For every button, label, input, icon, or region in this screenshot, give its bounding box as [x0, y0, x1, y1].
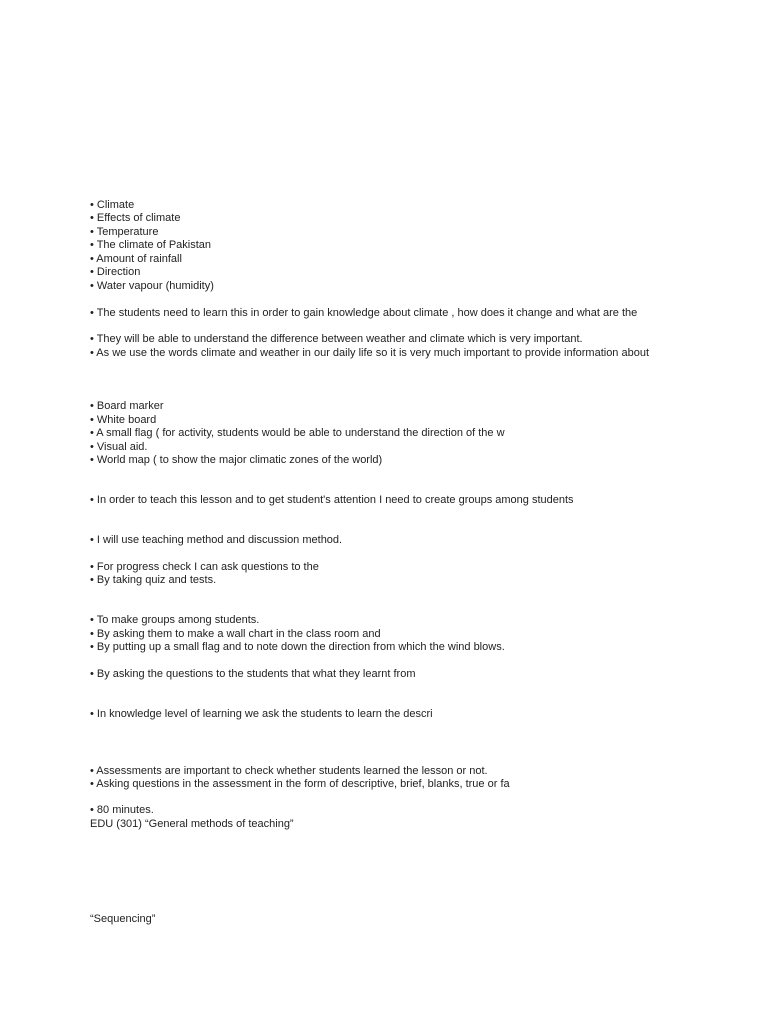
bullet-80-minutes: • 80 minutes. [90, 804, 154, 816]
bullet-assessments-important: • Assessments are important to check whether students learned the lesson or not. [90, 765, 488, 777]
bullet-teaching-method: • I will use teaching method and discussion method. [90, 534, 343, 546]
bullet-understand-difference: • They will be able to understand the difference between weather and climate which is very important. [90, 333, 583, 345]
bullet-climate: • Climate [90, 199, 135, 211]
bullet-climate-of-pakistan: • The climate of Pakistan [90, 239, 212, 251]
bullet-asking-questions: • By asking the questions to the students that what they learnt from [90, 668, 416, 680]
bullet-quiz-and-tests: • By taking quiz and tests. [90, 574, 217, 586]
bullet-visual-aid: • Visual aid. [90, 441, 148, 453]
bullet-daily-life-information: • As we use the words climate and weather in our daily life so it is very much important to provide information about [90, 347, 650, 359]
bullet-students-need-to-learn: • The students need to learn this in order to gain knowledge about climate , how does it change and what are the [90, 307, 638, 319]
bullet-direction: • Direction [90, 266, 141, 278]
bullet-wall-chart: • By asking them to make a wall chart in the class room and [90, 628, 381, 640]
bullet-temperature: • Temperature [90, 226, 159, 238]
bullet-small-flag: • A small flag ( for activity, students would be able to understand the direction of the w [90, 427, 505, 439]
bullet-knowledge-level: • In knowledge level of learning we ask the students to learn the descri [90, 708, 433, 720]
bullet-assessment-questions: • Asking questions in the assessment in the form of descriptive, brief, blanks, true or fa [90, 778, 510, 790]
bullet-wind-direction: • By putting up a small flag and to note down the direction from which the wind blows. [90, 641, 505, 653]
course-title: EDU (301) “General methods of teaching” [90, 818, 294, 830]
bullet-effects-of-climate: • Effects of climate [90, 212, 181, 224]
bullet-world-map: • World map ( to show the major climatic zones of the world) [90, 454, 383, 466]
bullet-water-vapour: • Water vapour (humidity) [90, 280, 214, 292]
bullet-progress-check: • For progress check I can ask questions to the [90, 561, 319, 573]
bullet-create-groups: • In order to teach this lesson and to get student's attention I need to create groups among students [90, 494, 574, 506]
bullet-board-marker: • Board marker [90, 400, 164, 412]
bullet-amount-of-rainfall: • Amount of rainfall [90, 253, 182, 265]
bullet-white-board: • White board [90, 414, 157, 426]
section-heading-sequencing: “Sequencing” [90, 913, 156, 925]
bullet-make-groups: • To make groups among students. [90, 614, 260, 626]
